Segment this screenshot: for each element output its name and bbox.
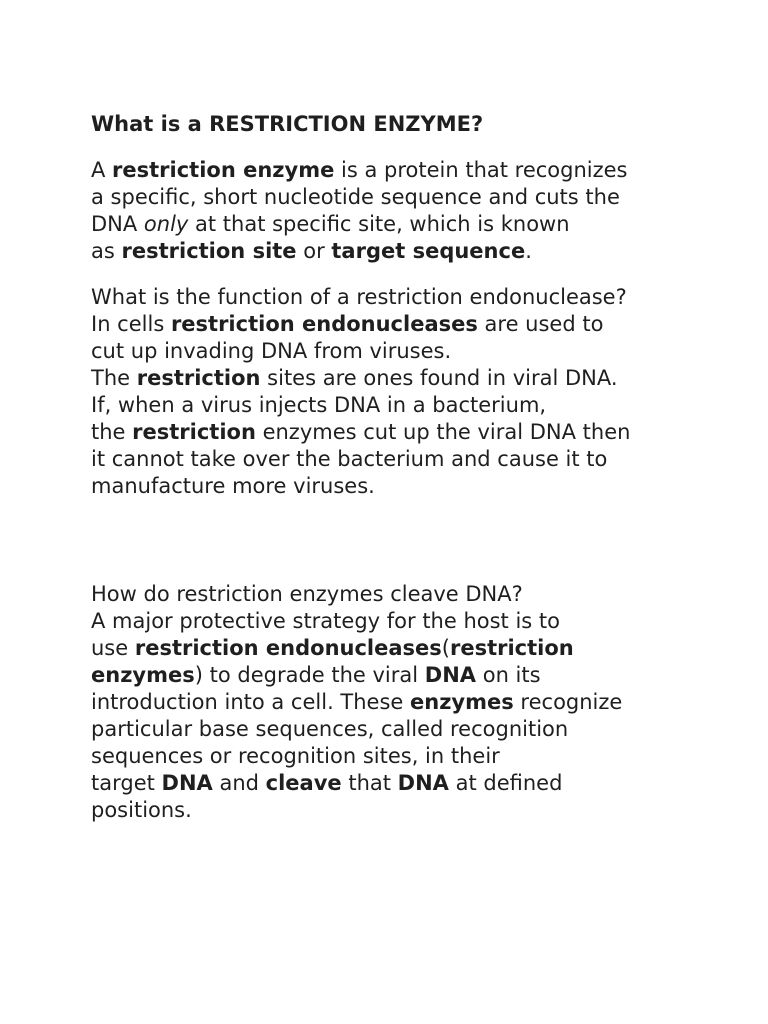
bold-term: restriction xyxy=(449,636,574,660)
bold-term: restriction site xyxy=(121,239,297,263)
text-run: ) to degrade the viral xyxy=(194,663,425,687)
text-line xyxy=(91,238,691,265)
text-run: ( xyxy=(441,636,450,660)
text-run: as xyxy=(91,239,122,263)
text-line xyxy=(91,365,691,392)
text-line: a specific, short nucleotide sequence and cuts the xyxy=(91,185,620,209)
definition-paragraph xyxy=(91,157,691,265)
text-run: that xyxy=(341,771,398,795)
text-run: In cells xyxy=(91,312,171,336)
text-run: A xyxy=(91,158,113,182)
bold-term: restriction endonucleases xyxy=(134,636,442,660)
text-run: use xyxy=(91,636,135,660)
text-run: . xyxy=(525,239,532,263)
text-line xyxy=(91,635,691,662)
text-line: If, when a virus injects DNA in a bacterium, xyxy=(91,393,547,417)
text-run: at defined xyxy=(448,771,563,795)
bold-term: DNA xyxy=(397,771,449,795)
bold-term: cleave xyxy=(265,771,342,795)
text-run: The xyxy=(91,366,137,390)
text-line xyxy=(91,770,691,797)
text-run: target xyxy=(91,771,162,795)
text-run: sites are ones found in viral DNA. xyxy=(260,366,618,390)
text-line: manufacture more viruses. xyxy=(91,474,375,498)
text-line: it cannot take over the bacterium and cause it to xyxy=(91,447,608,471)
text-run: is a protein that recognizes xyxy=(334,158,628,182)
text-line xyxy=(91,689,691,716)
text-line: How do restriction enzymes cleave DNA? xyxy=(91,582,523,606)
text-run: the xyxy=(91,420,133,444)
italic-term: only xyxy=(143,212,189,236)
text-line: particular base sequences, called recognition xyxy=(91,717,569,741)
text-line xyxy=(91,157,691,184)
text-run: are used to xyxy=(477,312,604,336)
text-line: A major protective strategy for the host is to xyxy=(91,609,560,633)
bold-term: enzymes xyxy=(410,690,514,714)
text-run: at that specific site, which is known xyxy=(188,212,570,236)
paragraph-spacer xyxy=(91,500,691,581)
text-run: introduction into a cell. These xyxy=(91,690,411,714)
bold-term: restriction endonucleases xyxy=(170,312,478,336)
text-run: enzymes cut up the viral DNA then xyxy=(255,420,631,444)
text-run: recognize xyxy=(513,690,623,714)
function-paragraph xyxy=(91,284,691,500)
document-heading: What is a RESTRICTION ENZYME? xyxy=(91,112,484,136)
text-run: and xyxy=(212,771,266,795)
cleavage-paragraph xyxy=(91,581,691,824)
bold-term: DNA xyxy=(161,771,213,795)
text-line xyxy=(91,419,691,446)
bold-term: DNA xyxy=(424,663,477,687)
text-run: or xyxy=(296,239,332,263)
text-run: DNA xyxy=(91,212,144,236)
text-line: What is the function of a restriction endonuclease? xyxy=(91,285,627,309)
bold-term: restriction xyxy=(132,420,256,444)
text-line: sequences or recognition sites, in their xyxy=(91,744,500,768)
text-line xyxy=(91,662,691,689)
text-run: on its xyxy=(476,663,541,687)
bold-term: target sequence xyxy=(331,239,526,263)
text-line xyxy=(91,211,691,238)
document-page xyxy=(91,111,691,824)
text-line: positions. xyxy=(91,798,192,822)
bold-term: restriction enzyme xyxy=(112,158,335,182)
text-line: cut up invading DNA from viruses. xyxy=(91,339,452,363)
bold-term: restriction xyxy=(136,366,261,390)
text-line xyxy=(91,311,691,338)
bold-term: enzymes xyxy=(91,663,195,687)
